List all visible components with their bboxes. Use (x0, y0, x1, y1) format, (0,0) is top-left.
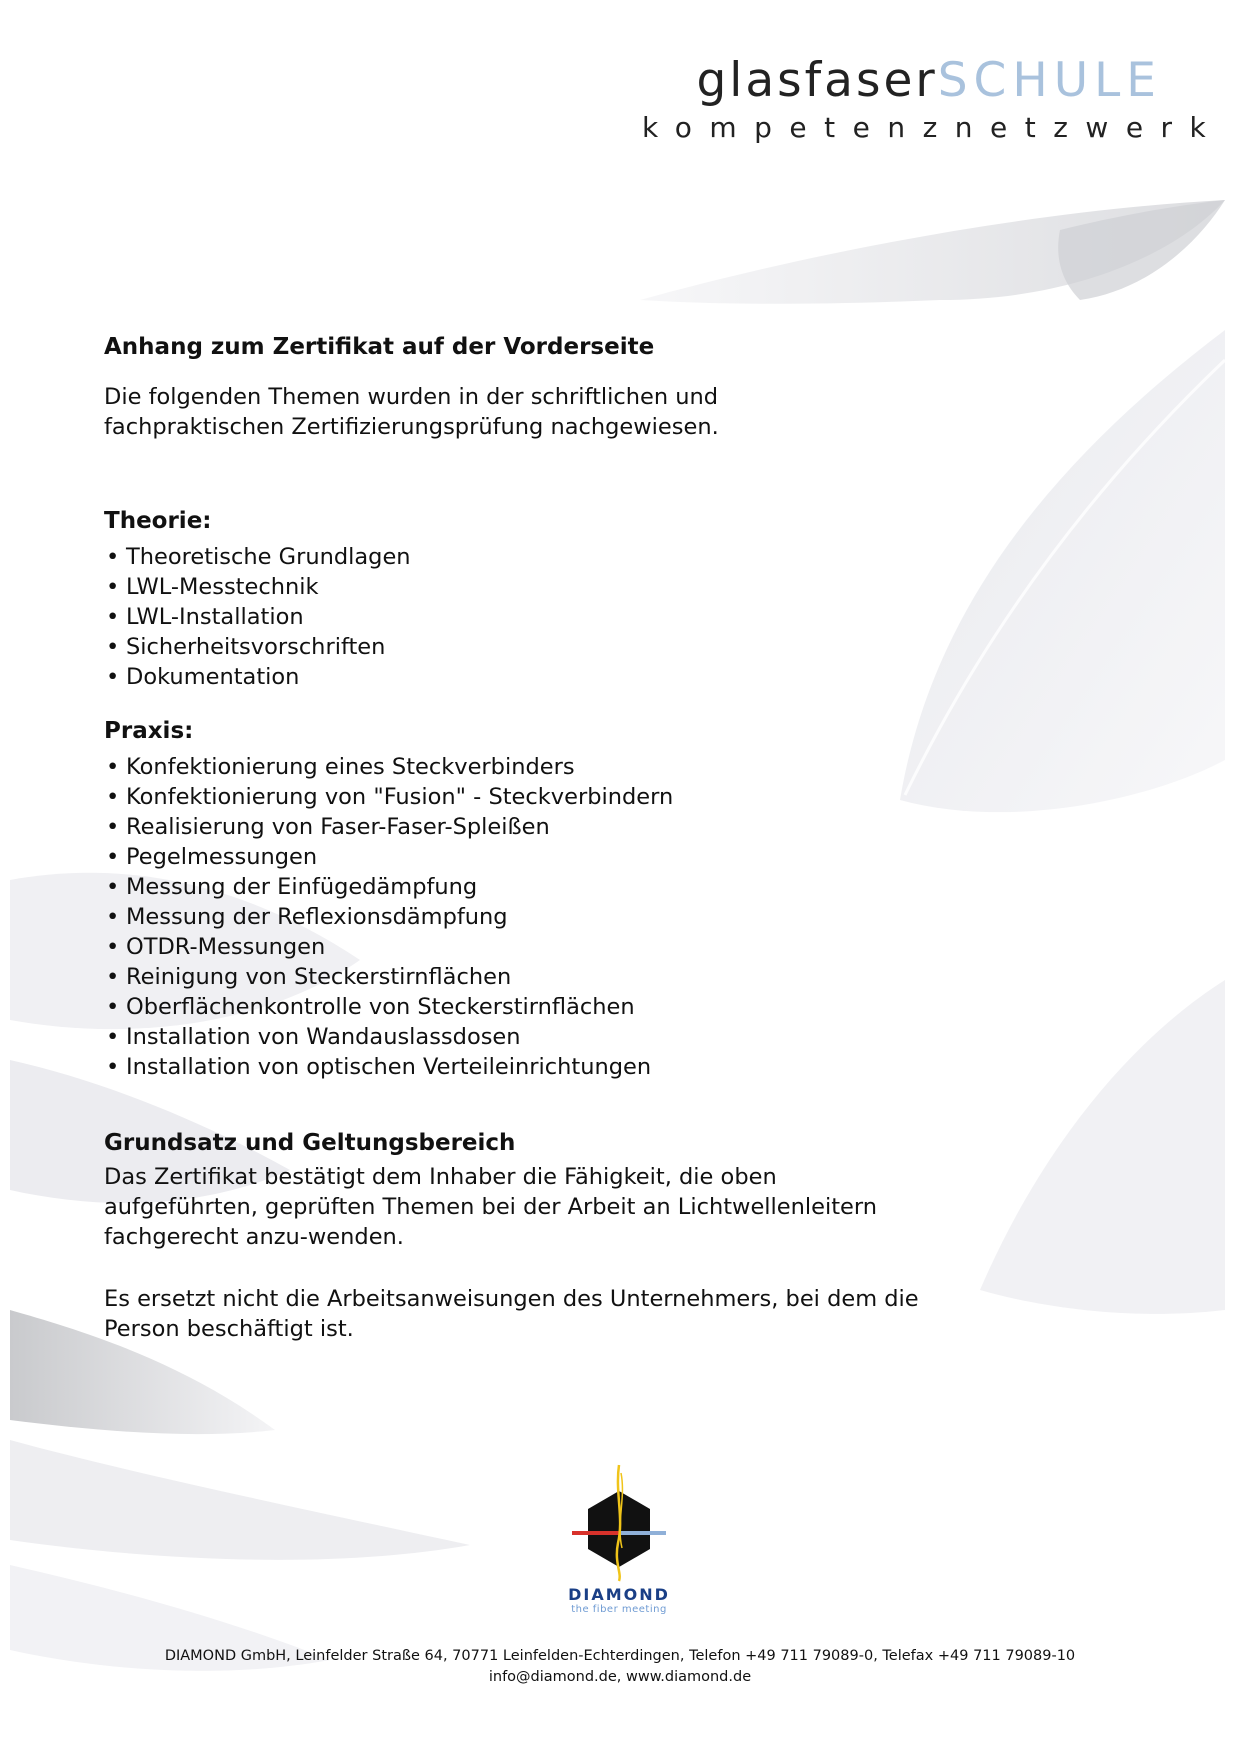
bullet-icon: • (106, 784, 120, 810)
bullet-icon: • (106, 604, 120, 630)
list-item-label: Installation von Wandauslassdosen (126, 1024, 521, 1050)
intro-text: Die folgenden Themen wurden in der schriftlichen und fachpraktischen Zertifizierungsprüfung nachgewiesen. (104, 384, 719, 440)
list-item-label: Dokumentation (126, 664, 300, 690)
grundsatz-section (104, 1130, 934, 1344)
praxis-list (106, 752, 934, 1082)
list-item (106, 662, 934, 692)
grundsatz-paragraph-2: Es ersetzt nicht die Arbeitsanweisungen des Unternehmers, bei dem die Person beschäftigt ist. (104, 1286, 919, 1342)
bullet-icon: • (106, 904, 120, 930)
list-item-label: LWL-Messtechnik (126, 574, 319, 600)
brand-name-part1: glasfaser (696, 53, 938, 108)
page-title: Anhang zum Zertifikat auf der Vorderseite (104, 334, 655, 360)
brand-name (642, 55, 1162, 107)
list-item-label: Oberflächenkontrolle von Steckerstirnflächen (126, 994, 635, 1020)
bullet-icon: • (106, 964, 120, 990)
bullet-icon: • (106, 874, 120, 900)
praxis-section (104, 718, 934, 1082)
bullet-icon: • (106, 994, 120, 1020)
logo-tagline: the fiber meeting (571, 1604, 667, 1615)
bullet-icon: • (106, 814, 120, 840)
grundsatz-heading: Grundsatz und Geltungsbereich (104, 1130, 516, 1156)
bullet-icon: • (106, 634, 120, 660)
logo-name: DIAMOND (568, 1585, 670, 1604)
bullet-icon: • (106, 934, 120, 960)
bullet-icon: • (106, 844, 120, 870)
footer (0, 1646, 1240, 1688)
list-item-label: Messung der Einfügedämpfung (126, 874, 478, 900)
theorie-heading: Theorie: (104, 508, 212, 534)
list-item (106, 542, 934, 572)
list-item (106, 902, 934, 932)
main-content (104, 334, 934, 1344)
list-item-label: Messung der Reflexionsdämpfung (126, 904, 508, 930)
footer-contact: info@diamond.de, www.diamond.de (488, 1669, 752, 1685)
list-item-label: OTDR-Messungen (126, 934, 326, 960)
list-item-label: LWL-Installation (126, 604, 304, 630)
bullet-icon: • (106, 1024, 120, 1050)
diamond-hexagon-icon (564, 1463, 674, 1583)
list-item (106, 1052, 934, 1082)
brand-logo (642, 53, 1224, 144)
bullet-icon: • (106, 1054, 120, 1080)
list-item (106, 962, 934, 992)
list-item (106, 872, 934, 902)
list-item (106, 842, 934, 872)
theorie-section (104, 508, 934, 692)
list-item (106, 632, 934, 662)
bullet-icon: • (106, 574, 120, 600)
list-item (106, 992, 934, 1022)
bullet-icon: • (106, 544, 120, 570)
list-item (106, 812, 934, 842)
list-item (106, 932, 934, 962)
list-item-label: Sicherheitsvorschriften (126, 634, 386, 660)
list-item (106, 782, 934, 812)
list-item-label: Realisierung von Faser-Faser-Spleißen (126, 814, 550, 840)
theorie-list (106, 542, 934, 692)
footer-address: DIAMOND GmbH, Leinfelder Straße 64, 70771 Leinfelden-Echterdingen, Telefon +49 711 79089-0, Telefax +49 711 79089-10 (164, 1648, 1076, 1664)
praxis-heading: Praxis: (104, 718, 194, 744)
list-item-label: Konfektionierung eines Steckverbinders (126, 754, 575, 780)
list-item-label: Installation von optischen Verteileinrichtungen (126, 1054, 652, 1080)
list-item-label: Konfektionierung von "Fusion" - Steckverbindern (126, 784, 674, 810)
list-item (106, 1022, 934, 1052)
grundsatz-paragraph-1: Das Zertifikat bestätigt dem Inhaber die Fähigkeit, die oben aufgeführten, geprüften Themen bei der Arbeit an Lichtwellenleitern fachgerecht anzu-wenden. (104, 1164, 878, 1250)
list-item-label: Reinigung von Steckerstirnflächen (126, 964, 512, 990)
brand-subtitle: kompetenznetzwerk (642, 110, 1224, 144)
bullet-icon: • (106, 754, 120, 780)
diamond-logo (559, 1463, 679, 1615)
bullet-icon: • (106, 664, 120, 690)
list-item-label: Pegelmessungen (126, 844, 318, 870)
list-item-label: Theoretische Grundlagen (126, 544, 411, 570)
list-item (106, 602, 934, 632)
brand-name-part2: SCHULE (937, 53, 1162, 108)
list-item (106, 572, 934, 602)
list-item (106, 752, 934, 782)
